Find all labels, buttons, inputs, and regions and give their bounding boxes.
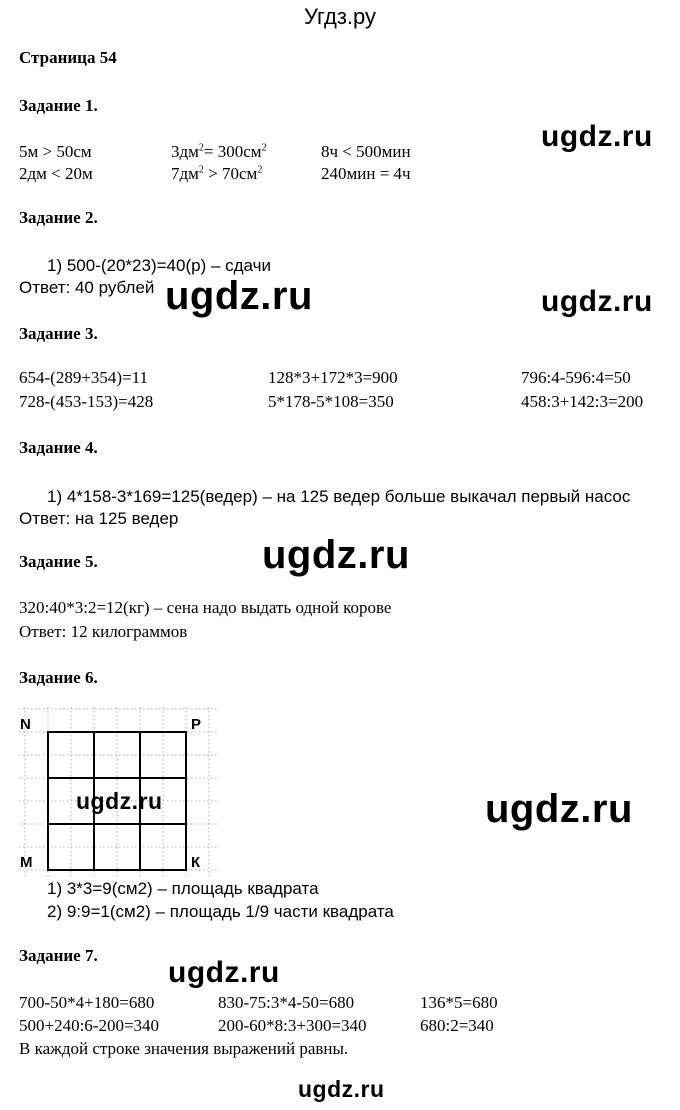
task3-r1c3: 796:4-596:4=50 [521, 368, 631, 387]
task5-line1: 320:40*3:2=12(кг) – сена надо выдать одной корове [19, 598, 392, 617]
task3-title: Задание 3. [19, 324, 98, 343]
task7-r1c3: 136*5=680 [420, 993, 498, 1012]
task7-r2c3: 680:2=340 [420, 1016, 494, 1035]
watermark: ugdz.ru [165, 274, 313, 318]
task1-r1c3: 8ч < 500мин [321, 142, 411, 161]
task1-r2c2: $7дм^2 > 70см^2$ [171, 164, 263, 183]
task7-r1c1: 700-50*4+180=680 [19, 993, 155, 1012]
task1-r2c1: 2дм < 20м [19, 164, 93, 183]
task4-line1: 1) 4*158-3*169=125(ведер) – на 125 ведер больше выкачал первый насос [47, 487, 631, 506]
task3-r1c2: 128*3+172*3=900 [268, 368, 398, 387]
task4-title: Задание 4. [19, 438, 98, 457]
task7-r2c2: 200-60*8:3+300=340 [218, 1016, 367, 1035]
task3-r2c1: 728-(453-153)=428 [19, 392, 154, 411]
task2-title: Задание 2. [19, 208, 98, 227]
task3-r1c1: 654-(289+354)=11 [19, 368, 149, 387]
corner-label-k: К [191, 854, 201, 871]
task1-r1c1: 5м > 50см [19, 142, 92, 161]
task5-answer: Ответ: 12 килограммов [19, 622, 188, 641]
task7-title: Задание 7. [19, 946, 98, 965]
corner-label-n: N [20, 716, 31, 733]
square-grid-figure [19, 707, 219, 879]
watermark: ugdz.ru [262, 533, 410, 577]
watermark: ugdz.ru [485, 787, 633, 831]
watermark: ugdz.ru [168, 956, 280, 989]
site-title: Угдз.ру [303, 4, 377, 29]
task7-conclusion: В каждой строке значения выражений равны. [19, 1039, 349, 1058]
task7-r1c2: 830-75:3*4-50=680 [218, 993, 355, 1012]
task5-title: Задание 5. [19, 552, 98, 571]
task2-line1: 1) 500-(20*23)=40(р) – сдачи [47, 256, 271, 275]
task6-line1: 1) 3*3=9(см2) – площадь квадрата [47, 879, 319, 898]
task3-r2c2: 5*178-5*108=350 [268, 392, 394, 411]
watermark: ugdz.ru [298, 1076, 385, 1102]
task7-r2c1: 500+240:6-200=340 [19, 1016, 160, 1035]
task1-r1c2: $3дм^2= 300см^2$ [171, 142, 267, 161]
watermark: ugdz.ru [76, 788, 163, 814]
task2-answer: Ответ: 40 рублей [19, 278, 155, 297]
corner-label-p: P [191, 716, 202, 733]
corner-label-m: M [20, 854, 33, 871]
task6-line2: 2) 9:9=1(см2) – площадь 1/9 части квадрата [47, 902, 394, 921]
task3-r2c3: 458:3+142:3=200 [521, 392, 644, 411]
page-label: Страница 54 [19, 48, 117, 67]
task6-title: Задание 6. [19, 668, 98, 687]
task4-answer: Ответ: на 125 ведер [19, 509, 179, 528]
task1-title: Задание 1. [19, 96, 98, 115]
watermark: ugdz.ru [541, 285, 653, 318]
watermark: ugdz.ru [541, 120, 653, 153]
task1-r2c3: 240мин = 4ч [321, 164, 411, 183]
